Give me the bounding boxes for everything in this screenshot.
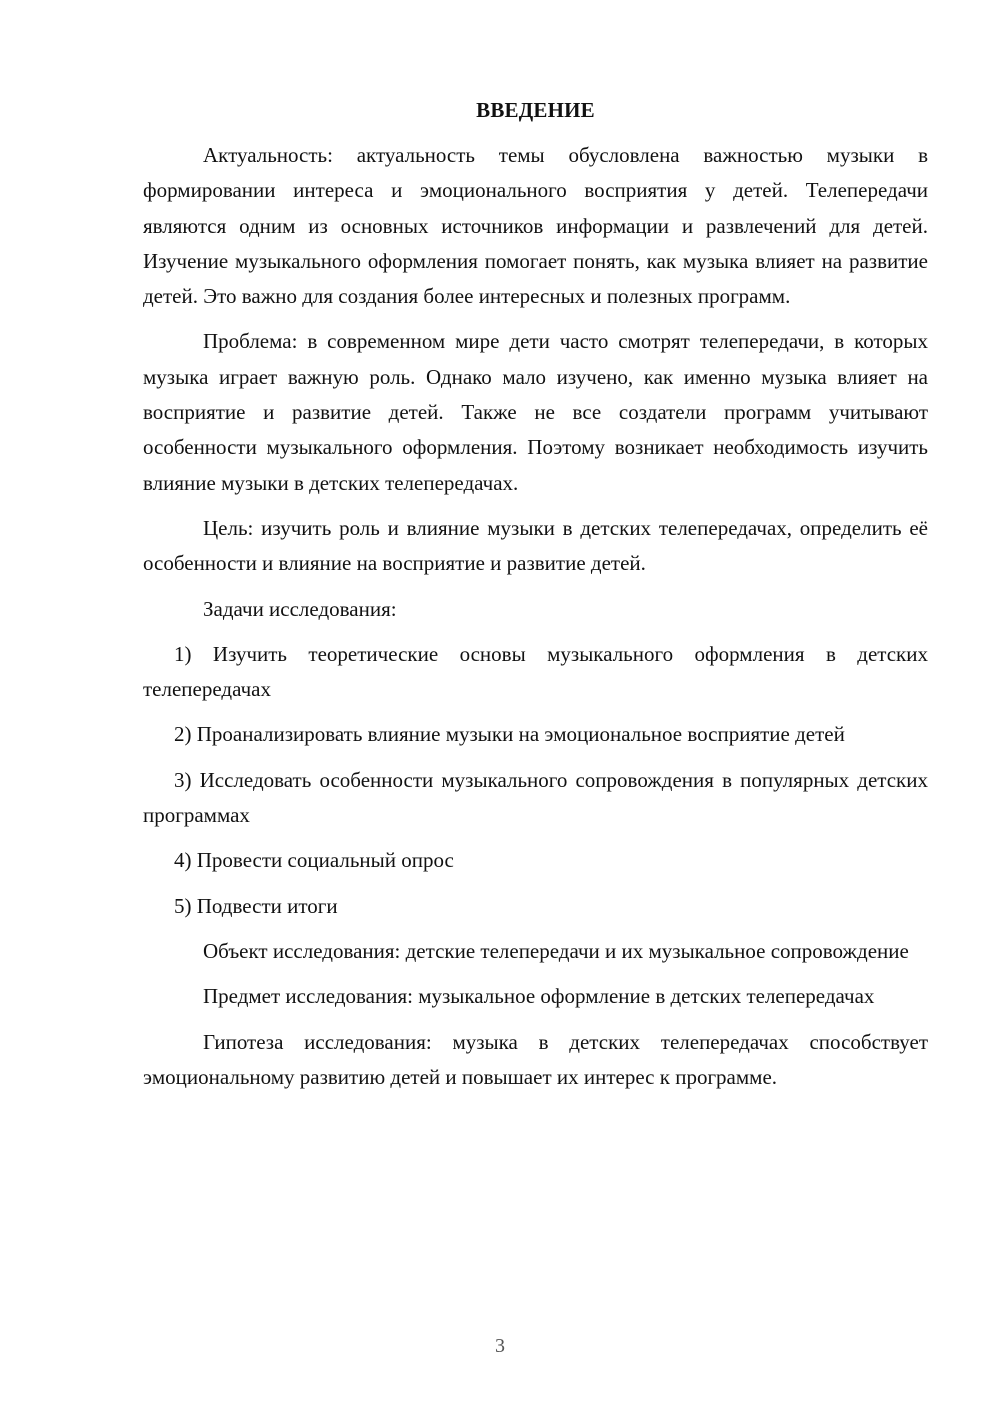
paragraph-hypothesis: Гипотеза исследования: музыка в детских телепередачах способствует эмоциональному развитию детей и повышает их интерес к программе.	[143, 1029, 928, 1089]
page-number: 3	[495, 1335, 505, 1357]
paragraph-relevance: Актуальность: актуальность темы обусловлена важностью музыки в формировании интереса и эмоционального восприятия у детей. Телепередачи являются одним из основных источников информации и развлечений для детей. Изучение музыкального оформления помогает понять, как музыка влияет на развитие детей. Это важно для создания более интересных и полезных программ.	[143, 143, 928, 309]
task-item-5: 5) Подвести итоги	[174, 893, 338, 918]
task-item-3: 3) Исследовать особенности музыкального сопровождения в популярных детских программах	[143, 767, 928, 828]
task-item-4: 4) Провести социальный опрос	[174, 848, 454, 873]
document-page	[143, 93, 928, 1393]
paragraph-problem: Проблема: в современном мире дети часто смотрят телепередачи, в которых музыка играет важную роль. Однако мало изучено, как именно музыка влияет на восприятие и развитие детей. Также не все создатели программ учитывают особенности музыкального оформления. Поэтому возникает необходимость изучить влияние музыки в детских телепередачах.	[143, 329, 928, 495]
task-item-1: 1) Изучить теоретические основы музыкального оформления в детских телепередачах	[143, 641, 928, 702]
task-item-2: 2) Проанализировать влияние музыки на эмоциональное восприятие детей	[174, 722, 845, 747]
paragraph-object: Объект исследования: детские телепередачи и их музыкальное сопровождение	[203, 938, 909, 963]
paragraph-goal: Цель: изучить роль и влияние музыки в детских телепередачах, определить её особенности и влияние на восприятие и развитие детей.	[143, 515, 928, 576]
paragraph-tasks-heading: Задачи исследования:	[203, 596, 397, 621]
section-title: ВВЕДЕНИЕ	[476, 98, 595, 122]
paragraph-subject: Предмет исследования: музыкальное оформление в детских телепередачах	[203, 984, 875, 1009]
